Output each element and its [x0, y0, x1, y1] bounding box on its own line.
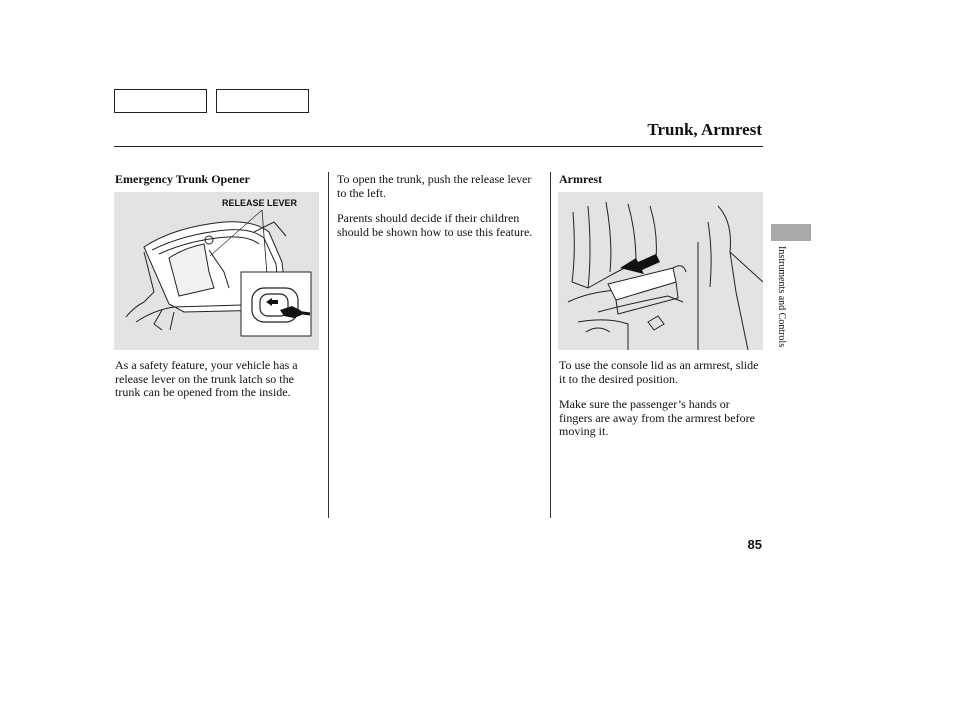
paragraph-safety-feature: As a safety feature, your vehicle has a release lever on the trunk latch so the trunk can be opened from the inside. [115, 358, 298, 399]
trunk-drawing [114, 192, 319, 350]
paragraph-open-trunk: To open the trunk, push the release lever to the left. [337, 172, 532, 200]
paragraph-armrest-use: To use the console lid as an armrest, slide it to the desired position. [559, 358, 759, 386]
paragraph-armrest-caution: Make sure the passenger’s hands or fingers are away from the armrest before moving it. [559, 397, 755, 438]
section-heading-armrest: Armrest [559, 172, 603, 186]
release-lever-label: RELEASE LEVER [222, 198, 298, 208]
section-tab-marker [771, 224, 811, 241]
paragraph-parents-note: Parents should decide if their children should be shown how to use this feature. [337, 211, 533, 239]
nav-box-previous[interactable] [114, 89, 207, 113]
page-number: 85 [747, 537, 762, 552]
page-title: Trunk, Armrest [647, 120, 762, 139]
nav-box-next[interactable] [216, 89, 309, 113]
header-rule [114, 146, 763, 147]
trunk-release-illustration [114, 192, 319, 350]
side-section-label: Instruments and Controls [776, 246, 787, 348]
armrest-illustration [558, 192, 763, 350]
column-divider-right [550, 172, 551, 518]
section-heading-trunk-opener: Emergency Trunk Opener [115, 172, 250, 186]
column-divider-left [328, 172, 329, 518]
armrest-drawing [558, 192, 763, 350]
